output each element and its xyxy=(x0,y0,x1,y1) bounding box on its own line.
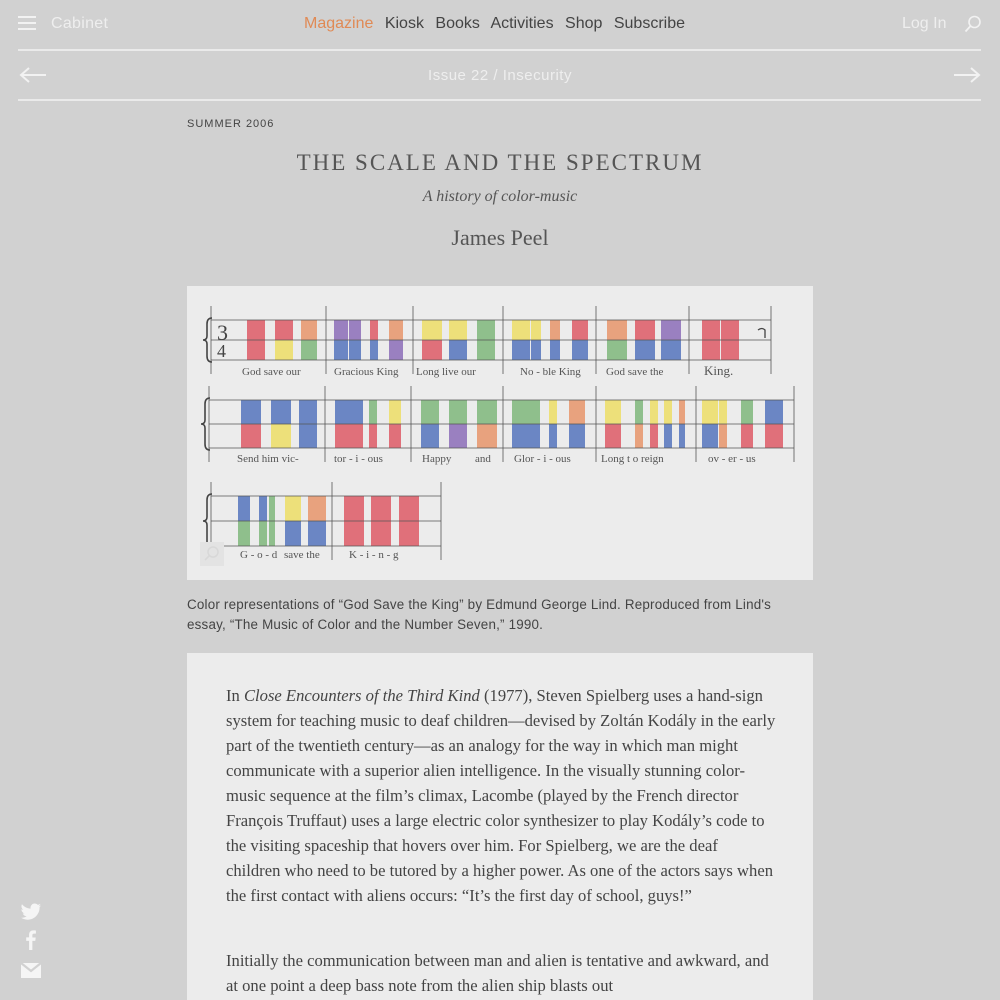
lyric: save the xyxy=(284,549,320,561)
color-note xyxy=(550,340,560,360)
color-note xyxy=(572,320,588,340)
color-note xyxy=(269,496,275,521)
color-note xyxy=(605,424,621,448)
color-note xyxy=(285,521,301,546)
color-note xyxy=(421,424,439,448)
color-note xyxy=(389,424,401,448)
color-note xyxy=(399,496,419,521)
color-note xyxy=(679,424,685,448)
color-note xyxy=(299,424,317,448)
color-note xyxy=(512,400,526,424)
paragraph-1-text: (1977), Steven Spielberg uses a hand-sign system for teaching music to deaf children—devised by Zoltán Kodály in the early part of the twentieth century—as an analogy for the way in which man might communicate with a superior alien intelligence. In the visually stunning color-music sequence at the film’s climax, Lacombe (played by the French director François Truffaut) uses a large electric color synthesizer to play Kodály’s code to the visiting spaceship that hovers over him. For Spielberg, we are the deaf children who need to be tutored by a higher power. As one of the actors says when the first contact with aliens occurs: “It’s the first day of school, guys!” xyxy=(226,686,776,905)
color-note xyxy=(259,521,267,546)
issue-season: SUMMER 2006 xyxy=(187,118,275,130)
issue-theme[interactable]: Insecurity xyxy=(502,67,572,84)
color-note xyxy=(301,320,317,340)
color-note xyxy=(526,400,540,424)
color-note xyxy=(421,400,439,424)
issue-label[interactable] xyxy=(0,67,1000,84)
paragraph-1-intro: In xyxy=(226,686,244,705)
color-note xyxy=(308,496,326,521)
article-subtitle: A history of color-music xyxy=(422,188,578,205)
lyric: King. xyxy=(704,363,734,378)
color-note xyxy=(569,424,585,448)
color-note xyxy=(422,320,442,340)
color-note xyxy=(238,521,250,546)
color-note xyxy=(370,320,378,340)
color-note xyxy=(370,340,378,360)
color-note xyxy=(531,320,541,340)
lyric: Happy xyxy=(422,453,452,465)
color-note xyxy=(399,521,419,546)
nav-item-shop[interactable]: Shop xyxy=(565,15,603,32)
main-nav xyxy=(304,15,692,33)
figure-caption: Color representations of “God Save the King” by Edmund George Lind. Reproduced from Lind's essay, “The Music of Color and the Number Seven,” 1990. xyxy=(187,597,772,632)
top-bar xyxy=(0,0,1000,50)
color-note xyxy=(334,320,348,340)
color-note xyxy=(679,400,685,424)
color-note xyxy=(335,400,349,424)
color-note xyxy=(335,424,349,448)
rest-symbol xyxy=(758,329,765,339)
color-note xyxy=(275,320,293,340)
color-note xyxy=(371,521,391,546)
article-author[interactable]: James Peel xyxy=(451,225,549,250)
lyric: God save our xyxy=(242,366,301,378)
color-note xyxy=(661,320,681,340)
color-note xyxy=(477,340,495,360)
color-note xyxy=(344,521,364,546)
color-note xyxy=(349,320,361,340)
lyric: G - o - d xyxy=(240,549,278,561)
color-note xyxy=(607,340,627,360)
color-note xyxy=(550,320,560,340)
color-note xyxy=(241,424,261,448)
color-note xyxy=(741,424,753,448)
color-note xyxy=(664,424,672,448)
issue-bar xyxy=(0,52,1000,100)
color-note xyxy=(635,340,655,360)
color-note xyxy=(349,424,363,448)
color-note xyxy=(635,424,643,448)
color-note xyxy=(702,400,718,424)
color-note xyxy=(512,424,526,448)
lyric: Gracious King xyxy=(334,366,399,378)
color-score-image xyxy=(187,286,813,580)
color-note xyxy=(605,400,621,424)
lyric: and xyxy=(475,453,491,465)
paragraph-1 xyxy=(226,683,776,908)
color-note xyxy=(549,424,557,448)
color-note xyxy=(344,496,364,521)
color-note xyxy=(664,400,672,424)
color-note xyxy=(271,424,291,448)
issue-number[interactable]: Issue 22 xyxy=(428,67,489,84)
color-note xyxy=(371,496,391,521)
color-note xyxy=(765,400,783,424)
issue-separator: / xyxy=(493,67,499,84)
color-note xyxy=(422,340,442,360)
login-link[interactable]: Log In xyxy=(902,15,947,32)
color-note xyxy=(531,340,541,360)
color-note xyxy=(389,340,403,360)
color-note xyxy=(721,320,739,340)
search-icon[interactable] xyxy=(964,15,982,33)
color-note xyxy=(512,340,530,360)
color-note xyxy=(285,496,301,521)
color-note xyxy=(269,521,275,546)
nav-item-activities[interactable]: Activities xyxy=(490,15,554,32)
color-note xyxy=(650,400,658,424)
lyric: No - ble King xyxy=(520,366,581,378)
color-note xyxy=(349,340,361,360)
color-note xyxy=(349,400,363,424)
color-note xyxy=(719,400,727,424)
color-note xyxy=(650,424,658,448)
color-note xyxy=(661,340,681,360)
header-divider xyxy=(18,49,981,51)
color-note xyxy=(247,340,265,360)
color-note xyxy=(635,400,643,424)
article-title: THE SCALE AND THE SPECTRUM xyxy=(296,150,704,175)
color-note xyxy=(765,424,783,448)
color-note xyxy=(719,424,727,448)
lyric: ov - er - us xyxy=(708,453,756,465)
time-signature-bottom: 4 xyxy=(217,341,226,361)
color-note xyxy=(369,400,377,424)
lyric: Long t o reign xyxy=(601,453,664,465)
lyric: Long live our xyxy=(416,366,476,378)
color-note xyxy=(741,400,753,424)
color-note xyxy=(512,320,530,340)
lyric: tor - i - ous xyxy=(334,453,383,465)
color-note xyxy=(247,320,265,340)
menu-icon[interactable] xyxy=(18,16,36,32)
color-note xyxy=(369,424,377,448)
color-note xyxy=(721,340,739,360)
paragraph-2: Initially the communication between man and alien is tentative and awkward, and at one point a deep bass note from the alien ship blasts out xyxy=(226,951,769,995)
film-title: Close Encounters of the Third Kind xyxy=(243,686,480,705)
color-note xyxy=(238,496,250,521)
color-note xyxy=(477,424,497,448)
site-name[interactable]: Cabinet xyxy=(51,15,109,32)
color-note xyxy=(549,400,557,424)
color-note xyxy=(635,320,655,340)
color-note xyxy=(389,400,401,424)
lyric: Send him vic- xyxy=(237,453,299,465)
color-note xyxy=(449,424,467,448)
color-note xyxy=(477,400,497,424)
article-body xyxy=(187,653,813,1000)
arrow-right-icon[interactable] xyxy=(953,66,981,84)
nav-item-magazine[interactable]: Magazine xyxy=(304,15,374,32)
color-note xyxy=(334,340,348,360)
color-note xyxy=(569,400,585,424)
email-icon[interactable] xyxy=(20,960,42,980)
nav-item-kiosk[interactable]: Kiosk xyxy=(384,15,424,32)
color-note xyxy=(572,340,588,360)
lyric: Glor - i - ous xyxy=(514,453,571,465)
color-note xyxy=(449,320,467,340)
color-note xyxy=(259,496,267,521)
color-music-figure[interactable] xyxy=(187,286,813,580)
nav-item-subscribe[interactable]: Subscribe xyxy=(613,15,685,32)
color-note xyxy=(301,340,317,360)
color-note xyxy=(477,320,495,340)
color-note xyxy=(241,400,261,424)
nav-item-books[interactable]: Books xyxy=(435,15,480,32)
color-note xyxy=(702,424,718,448)
time-signature-top: 3 xyxy=(217,320,228,345)
color-note xyxy=(271,400,291,424)
color-note xyxy=(702,320,720,340)
lyric: God save the xyxy=(606,366,664,378)
color-note xyxy=(702,340,720,360)
lyric: K - i - n - g xyxy=(349,549,399,561)
color-note xyxy=(299,400,317,424)
facebook-icon[interactable] xyxy=(20,930,42,950)
color-note xyxy=(607,320,627,340)
color-note xyxy=(275,340,293,360)
color-note xyxy=(526,424,540,448)
color-note xyxy=(449,340,467,360)
color-note xyxy=(449,400,467,424)
zoom-icon[interactable] xyxy=(200,542,224,566)
issue-divider xyxy=(18,99,981,101)
color-note xyxy=(389,320,403,340)
twitter-icon[interactable] xyxy=(20,902,42,922)
color-note xyxy=(308,521,326,546)
